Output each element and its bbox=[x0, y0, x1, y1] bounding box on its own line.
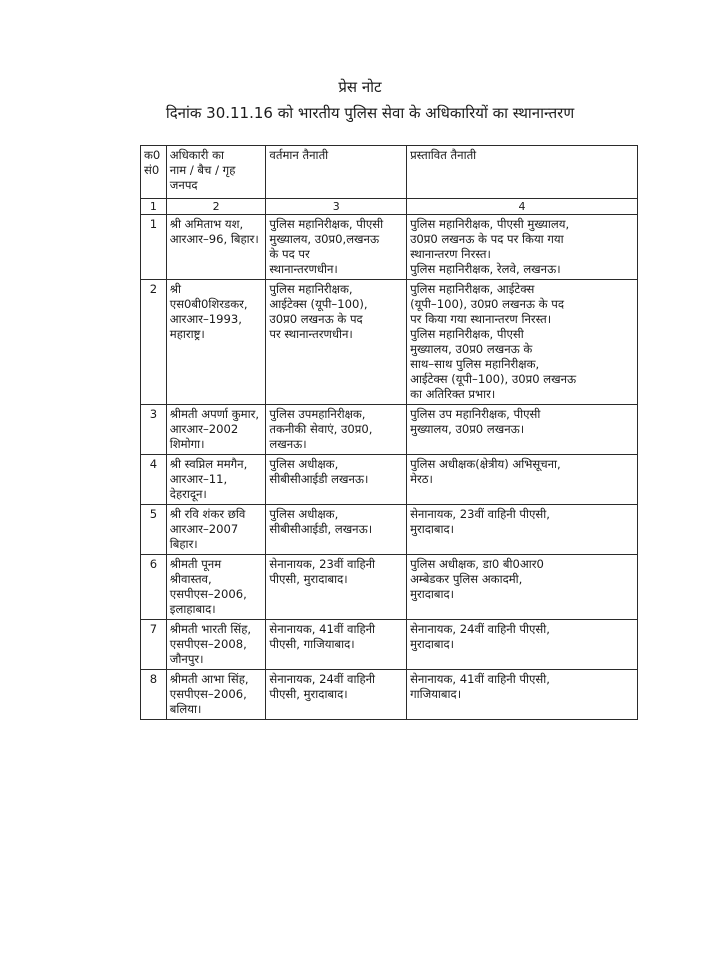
table-header-row bbox=[141, 146, 638, 199]
officer-cell-line: श्री स्वप्निल ममगैन, bbox=[169, 457, 248, 471]
table-row bbox=[141, 670, 638, 720]
officer-cell bbox=[166, 405, 266, 455]
current-posting-cell bbox=[266, 280, 407, 405]
proposed-posting-cell-line: सेनानायक, 41वीं वाहिनी पीएसी, bbox=[410, 672, 550, 686]
proposed-posting-cell-line: उ0प्र0 लखनऊ के पद पर किया गया bbox=[410, 232, 564, 246]
current-posting-cell-line: पुलिस महानिरीक्षक, bbox=[269, 282, 353, 296]
current-posting-cell-line: स्थानान्तरणधीन। bbox=[269, 262, 338, 276]
header-current-posting: वर्तमान तैनाती bbox=[266, 146, 407, 199]
table-row bbox=[141, 405, 638, 455]
proposed-posting-cell-line: साथ–साथ पुलिस महानिरीक्षक, bbox=[410, 357, 540, 371]
proposed-posting-cell-line: आईटेक्स (यूपी–100), उ0प्र0 लखनऊ bbox=[410, 372, 577, 386]
officer-cell-line: शिमोगा। bbox=[169, 437, 205, 451]
table-row bbox=[141, 280, 638, 405]
current-posting-cell-line: सीबीसीआईडी, लखनऊ। bbox=[269, 522, 373, 536]
officer-cell-line: श्री रवि शंकर छवि bbox=[169, 507, 246, 521]
proposed-posting-cell bbox=[407, 215, 638, 280]
page-subtitle: दिनांक 30.11.16 को भारतीय पुलिस सेवा के अधिकारियों का स्थानान्तरण bbox=[165, 104, 575, 122]
current-posting-cell-line: पुलिस अधीक्षक, bbox=[269, 457, 339, 471]
column-number: 4 bbox=[407, 199, 638, 215]
officer-cell bbox=[166, 555, 266, 620]
proposed-posting-cell-line: मुरादाबाद। bbox=[410, 522, 455, 536]
officer-cell bbox=[166, 505, 266, 555]
header-serial-line: सं0 bbox=[144, 163, 160, 177]
proposed-posting-cell-line: पुलिस महानिरीक्षक, पीएसी bbox=[410, 327, 524, 341]
officer-cell bbox=[166, 670, 266, 720]
current-posting-cell-line: पुलिस महानिरीक्षक, पीएसी bbox=[269, 217, 384, 231]
proposed-posting-cell-line: अम्बेडकर पुलिस अकादमी, bbox=[410, 572, 523, 586]
header-officer-line: जनपद bbox=[169, 178, 198, 192]
officer-cell-line: बिहार। bbox=[169, 537, 198, 551]
current-posting-cell bbox=[266, 620, 407, 670]
proposed-posting-cell-line: मेरठ। bbox=[410, 472, 433, 486]
current-posting-cell-line: पुलिस उपमहानिरीक्षक, bbox=[269, 407, 366, 421]
proposed-posting-cell-line: पुलिस उप महानिरीक्षक, पीएसी bbox=[410, 407, 541, 421]
current-posting-cell bbox=[266, 455, 407, 505]
current-posting-cell-line: उ0प्र0 लखनऊ के पद bbox=[269, 312, 363, 326]
current-posting-cell-line: आईटेक्स (यूपी–100), bbox=[269, 297, 368, 311]
officer-cell-line: श्री अमिताभ यश, bbox=[169, 217, 244, 231]
officer-cell-line: एसपीएस–2006, bbox=[169, 687, 247, 701]
column-number-row bbox=[141, 199, 638, 215]
proposed-posting-cell-line: का अतिरिक्त प्रभार। bbox=[410, 387, 496, 401]
current-posting-cell bbox=[266, 555, 407, 620]
proposed-posting-cell-line: सेनानायक, 24वीं वाहिनी पीएसी, bbox=[410, 622, 550, 636]
header-serial-number bbox=[141, 146, 167, 199]
proposed-posting-cell-line: मुख्यालय, उ0प्र0 लखनऊ। bbox=[410, 422, 525, 436]
current-posting-cell-line: पीएसी, गाजियाबाद। bbox=[269, 637, 355, 651]
officer-cell-line: आरआर–11, bbox=[169, 472, 228, 486]
serial-number-cell: 5 bbox=[141, 505, 167, 555]
header-proposed-posting: प्रस्तावित तैनाती bbox=[407, 146, 638, 199]
officer-cell-line: आरआर–96, बिहार। bbox=[169, 232, 259, 246]
officer-cell-line: जौनपुर। bbox=[169, 652, 204, 666]
table-row bbox=[141, 215, 638, 280]
officer-cell-line: एसपीएस–2008, bbox=[169, 637, 247, 651]
officer-cell-line: महाराष्ट्र। bbox=[169, 327, 205, 341]
proposed-posting-cell-line: पुलिस महानिरीक्षक, आईटेक्स bbox=[410, 282, 535, 296]
proposed-posting-cell-line: गाजियाबाद। bbox=[410, 687, 462, 701]
current-posting-cell bbox=[266, 505, 407, 555]
proposed-posting-cell-line: मुख्यालय, उ0प्र0 लखनऊ के bbox=[410, 342, 533, 356]
officer-cell-line: आरआर–2002 bbox=[169, 422, 239, 436]
table-row bbox=[141, 555, 638, 620]
officer-cell-line: देहरादून। bbox=[169, 487, 207, 501]
serial-number-cell: 3 bbox=[141, 405, 167, 455]
serial-number-cell: 4 bbox=[141, 455, 167, 505]
serial-number-cell: 1 bbox=[141, 215, 167, 280]
officer-cell-line: श्रीमती भारती सिंह, bbox=[169, 622, 252, 636]
proposed-posting-cell-line: मुरादाबाद। bbox=[410, 637, 455, 651]
proposed-posting-cell bbox=[407, 280, 638, 405]
current-posting-cell bbox=[266, 215, 407, 280]
current-posting-cell-line: सीबीसीआईडी लखनऊ। bbox=[269, 472, 369, 486]
current-posting-cell bbox=[266, 670, 407, 720]
officer-cell-line: आरआर–2007 bbox=[169, 522, 239, 536]
officer-cell-line: श्री एस0बी0शिरडकर, bbox=[169, 282, 248, 311]
proposed-posting-cell-line: स्थानान्तरण निरस्त। bbox=[410, 247, 491, 261]
column-number: 3 bbox=[266, 199, 407, 215]
current-posting-cell-line: पर स्थानान्तरणधीन। bbox=[269, 327, 353, 341]
table-row bbox=[141, 505, 638, 555]
current-posting-cell-line: सेनानायक, 23वीं वाहिनी bbox=[269, 557, 376, 571]
proposed-posting-cell bbox=[407, 620, 638, 670]
page-title: प्रेस नोट bbox=[338, 78, 382, 96]
officer-cell-line: एसपीएस–2006, bbox=[169, 587, 247, 601]
current-posting-cell-line: सेनानायक, 24वीं वाहिनी bbox=[269, 672, 376, 686]
officer-cell-line: श्रीवास्तव, bbox=[169, 572, 212, 586]
proposed-posting-cell bbox=[407, 455, 638, 505]
officer-cell-line: बलिया। bbox=[169, 702, 202, 716]
proposed-posting-cell bbox=[407, 670, 638, 720]
officer-cell bbox=[166, 455, 266, 505]
proposed-posting-cell-line: सेनानायक, 23वीं वाहिनी पीएसी, bbox=[410, 507, 550, 521]
officer-cell-line: आरआर–1993, bbox=[169, 312, 242, 326]
header-serial-line: क0 bbox=[144, 148, 161, 162]
proposed-posting-cell-line: पुलिस अधीक्षक(क्षेत्रीय) अभिसूचना, bbox=[410, 457, 561, 471]
officer-cell bbox=[166, 280, 266, 405]
serial-number-cell: 8 bbox=[141, 670, 167, 720]
current-posting-cell-line: पीएसी, मुरादाबाद। bbox=[269, 687, 348, 701]
proposed-posting-cell bbox=[407, 505, 638, 555]
officer-cell bbox=[166, 215, 266, 280]
officer-cell bbox=[166, 620, 266, 670]
proposed-posting-cell-line: पुलिस महानिरीक्षक, पीएसी मुख्यालय, bbox=[410, 217, 570, 231]
proposed-posting-cell-line: पुलिस अधीक्षक, डा0 बी0आर0 bbox=[410, 557, 544, 571]
officer-cell-line: श्रीमती आभा सिंह, bbox=[169, 672, 249, 686]
current-posting-cell bbox=[266, 405, 407, 455]
table-body bbox=[141, 215, 638, 720]
serial-number-cell: 2 bbox=[141, 280, 167, 405]
current-posting-cell-line: पीएसी, मुरादाबाद। bbox=[269, 572, 348, 586]
officer-cell-line: इलाहाबाद। bbox=[169, 602, 216, 616]
column-number: 1 bbox=[141, 199, 167, 215]
current-posting-cell-line: तकनीकी सेवाएं, उ0प्र0, bbox=[269, 422, 373, 436]
current-posting-cell-line: सेनानायक, 41वीं वाहिनी bbox=[269, 622, 376, 636]
transfer-table bbox=[140, 145, 638, 720]
current-posting-cell-line: लखनऊ। bbox=[269, 437, 307, 451]
proposed-posting-cell-line: पुलिस महानिरीक्षक, रेलवे, लखनऊ। bbox=[410, 262, 561, 276]
serial-number-cell: 7 bbox=[141, 620, 167, 670]
header-officer-line: नाम / बैच / गृह bbox=[169, 163, 236, 177]
serial-number-cell: 6 bbox=[141, 555, 167, 620]
table-row bbox=[141, 455, 638, 505]
current-posting-cell-line: के पद पर bbox=[269, 247, 310, 261]
table-row bbox=[141, 620, 638, 670]
header-officer-line: अधिकारी का bbox=[169, 148, 225, 162]
officer-cell-line: श्रीमती पूनम bbox=[169, 557, 222, 571]
proposed-posting-cell bbox=[407, 555, 638, 620]
proposed-posting-cell-line: मुरादाबाद। bbox=[410, 587, 455, 601]
current-posting-cell-line: पुलिस अधीक्षक, bbox=[269, 507, 339, 521]
proposed-posting-cell-line: (यूपी–100), उ0प्र0 लखनऊ के पद bbox=[410, 297, 565, 311]
proposed-posting-cell-line: पर किया गया स्थानान्तरण निरस्त। bbox=[410, 312, 552, 326]
officer-cell-line: श्रीमती अपर्णा कुमार, bbox=[169, 407, 260, 421]
column-number: 2 bbox=[166, 199, 266, 215]
header-officer bbox=[166, 146, 266, 199]
proposed-posting-cell bbox=[407, 405, 638, 455]
current-posting-cell-line: मुख्यालय, उ0प्र0,लखनऊ bbox=[269, 232, 380, 246]
